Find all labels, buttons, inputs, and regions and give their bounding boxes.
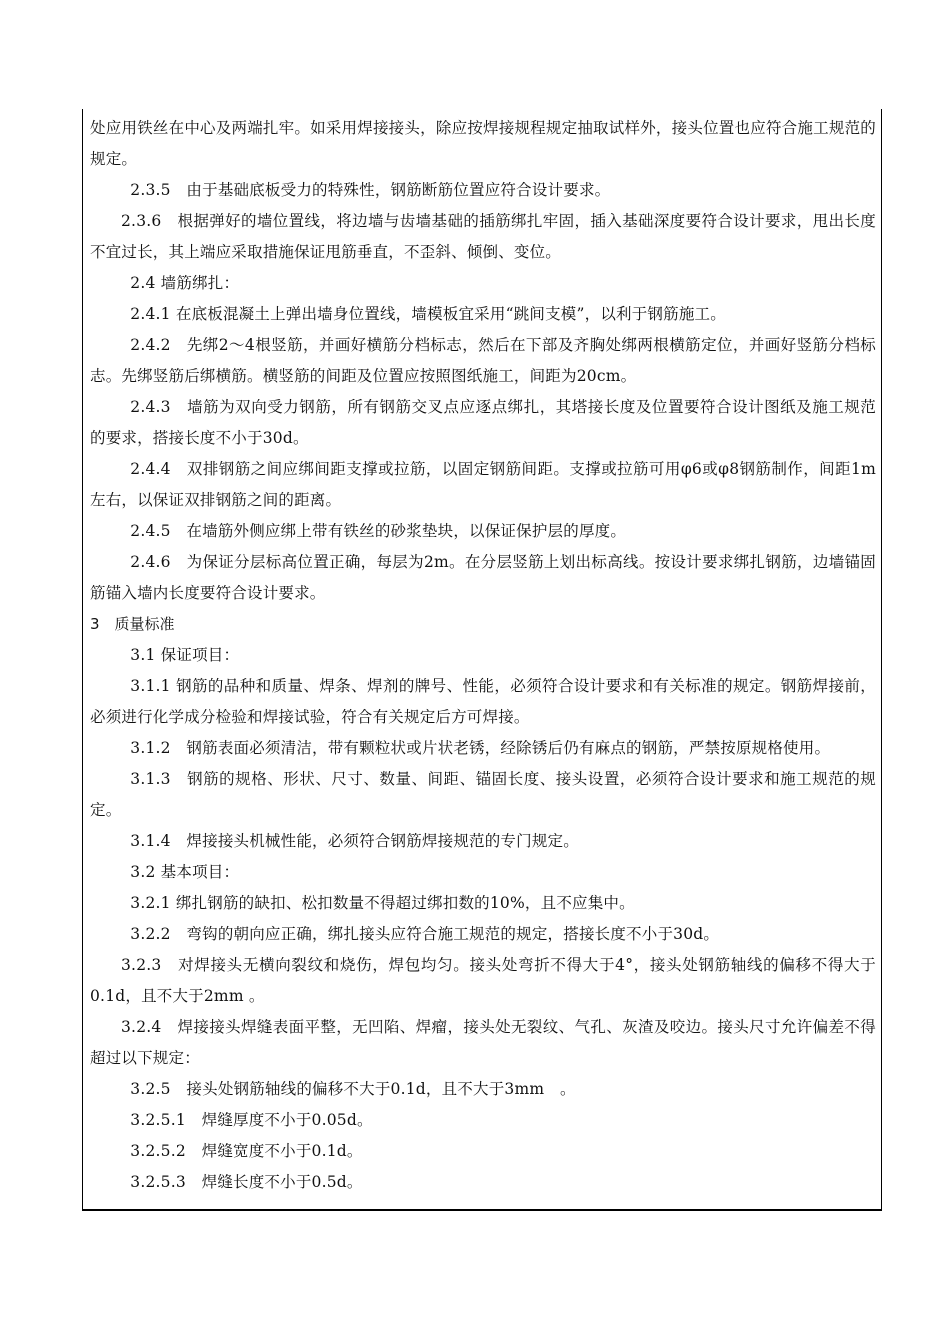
paragraph-3-2-5-2: 3.2.5.2 焊缝宽度不小于0.1d。 <box>130 1142 363 1160</box>
paragraph-2-4-3: 2.4.3 墙筋为双向受力钢筋，所有钢筋交叉点应逐点绑扎，其塔接长度及位置要符合设计图纸及施工规范的要求，搭接长度不小于30d。 <box>90 398 876 447</box>
section-2-4-heading: 2.4 墙筋绑扎： <box>130 274 240 292</box>
paragraph-2-3-5: 2.3.5 由于基础底板受力的特殊性，钢筋断筋位置应符合设计要求。 <box>130 181 611 199</box>
paragraph-3-2-4: 3.2.4 焊接接头焊缝表面平整，无凹陷、焊瘤，接头处无裂纹、气孔、灰渣及咬边。接头尺寸允许偏差不得超过以下规定： <box>90 1018 876 1067</box>
section-3-heading: 3 质量标准 <box>90 615 175 633</box>
paragraph-3-2-5: 3.2.5 接头处钢筋轴线的偏移不大于0.1d，且不大于3mm 。 <box>130 1080 576 1098</box>
paragraph-2-4-6: 2.4.6 为保证分层标高位置正确，每层为2m。在分层竖筋上划出标高线。按设计要求绑扎钢筋，边墙锚固筋锚入墙内长度要符合设计要求。 <box>90 553 876 602</box>
section-3-2-heading: 3.2 基本项目： <box>130 863 240 881</box>
paragraph-2-4-1: 2.4.1 在底板混凝土上弹出墙身位置线，墙模板宜采用“跳间支模”，以利于钢筋施工。 <box>130 305 726 323</box>
paragraph-2-4-2: 2.4.2 先绑2～4根竖筋，并画好横筋分档标志，然后在下部及齐胸处绑两根横筋定位，并画好竖筋分档标志。先绑竖筋后绑横筋。横竖筋的间距及位置应按照图纸施工，间距为20cm。 <box>90 336 876 385</box>
section-3-1-heading: 3.1 保证项目： <box>130 646 240 664</box>
paragraph-2-4-5: 2.4.5 在墙筋外侧应绑上带有铁丝的砂浆垫块，以保证保护层的厚度。 <box>130 522 627 540</box>
paragraph-continuation: 处应用铁丝在中心及两端扎牢。如采用焊接接头，除应按焊接规程规定抽取试样外，接头位置也应符合施工规范的规定。 <box>90 119 876 168</box>
document-body <box>90 113 876 1198</box>
paragraph-2-4-4: 2.4.4 双排钢筋之间应绑间距支撑或拉筋，以固定钢筋间距。支撑或拉筋可用φ6或φ8钢筋制作，间距1m左右，以保证双排钢筋之间的距离。 <box>90 460 876 509</box>
paragraph-3-1-1: 3.1.1 钢筋的品种和质量、焊条、焊剂的牌号、性能，必须符合设计要求和有关标准的规定。钢筋焊接前，必须进行化学成分检验和焊接试验，符合有关规定后方可焊接。 <box>90 677 876 726</box>
paragraph-3-1-3: 3.1.3 钢筋的规格、形状、尺寸、数量、间距、锚固长度、接头设置，必须符合设计要求和施工规范的规定。 <box>90 770 876 819</box>
paragraph-3-2-2: 3.2.2 弯钩的朝向应正确，绑扎接头应符合施工规范的规定，搭接长度不小于30d。 <box>130 925 720 943</box>
paragraph-3-2-5-3: 3.2.5.3 焊缝长度不小于0.5d。 <box>130 1173 363 1191</box>
paragraph-2-3-6: 2.3.6 根据弹好的墙位置线，将边墙与齿墙基础的插筋绑扎牢固，插入基础深度要符合设计要求，甩出长度不宜过长，其上端应采取措施保证甩筋垂直，不歪斜、倾倒、变位。 <box>90 212 876 261</box>
paragraph-3-2-5-1: 3.2.5.1 焊缝厚度不小于0.05d。 <box>130 1111 373 1129</box>
paragraph-3-2-3: 3.2.3 对焊接头无横向裂纹和烧伤，焊包均匀。接头处弯折不得大于4°，接头处钢筋轴线的偏移不得大于0.1d，且不大于2mm 。 <box>90 956 876 1005</box>
paragraph-3-1-4: 3.1.4 焊接接头机械性能，必须符合钢筋焊接规范的专门规定。 <box>130 832 579 850</box>
paragraph-3-2-1: 3.2.1 绑扎钢筋的缺扣、松扣数量不得超过绑扣数的10%，且不应集中。 <box>130 894 635 912</box>
paragraph-3-1-2: 3.1.2 钢筋表面必须清洁，带有颗粒状或片状老锈，经除锈后仍有麻点的钢筋，严禁按原规格使用。 <box>130 739 831 757</box>
